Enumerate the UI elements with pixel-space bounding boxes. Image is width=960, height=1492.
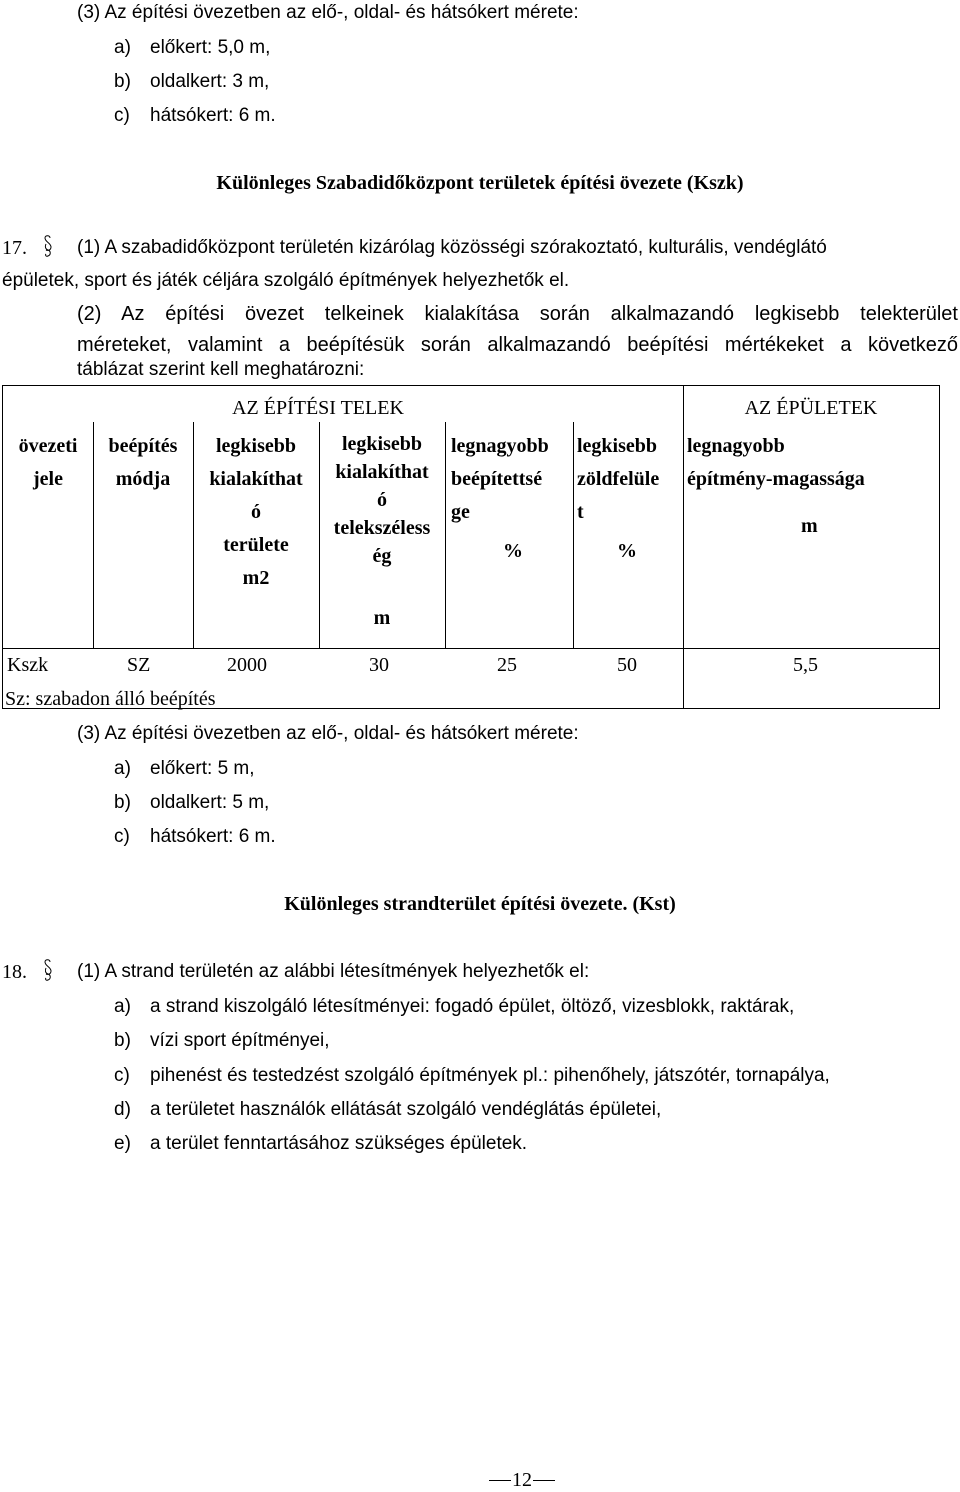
- column-header-ovezeti-jele: övezeti jele: [18, 435, 78, 490]
- list-item-text: a terület fenntartásához szükséges épületek.: [150, 1133, 528, 1154]
- list-item-label: e): [114, 1133, 131, 1154]
- table-cell: 30: [369, 654, 389, 676]
- table-divider: [3, 648, 939, 649]
- list-item-label: d): [114, 1099, 131, 1120]
- list-item-label: b): [114, 1030, 131, 1051]
- list-item-label: a): [114, 758, 131, 779]
- list-item-text: vízi sport építményei,: [150, 1030, 330, 1051]
- list-item: [114, 995, 794, 1019]
- list-item-label: a): [114, 996, 131, 1017]
- list-item-label: a): [114, 37, 131, 58]
- paragraph-2-line: táblázat szerint kell meghatározni:: [77, 359, 365, 380]
- table-cell: 25: [497, 654, 517, 676]
- list-item-text: hátsókert: 6 m.: [150, 105, 276, 126]
- list-item: [114, 1132, 527, 1156]
- list-item: [114, 825, 276, 849]
- section-title: Különleges Szabadidőközpont területek építési övezete (Kszk): [216, 172, 744, 194]
- list-item-text: előkert: 5 m,: [150, 758, 255, 779]
- paragraph-3-heading: (3) Az építési övezetben az elő-, oldal- és hátsókert mérete:: [77, 723, 579, 744]
- table-cell: 5,5: [793, 654, 818, 676]
- table-cell: SZ: [127, 654, 151, 676]
- page-number: 12: [512, 1469, 532, 1491]
- column-header-legkisebb-terulet: legkisebb kialakíthat ó területe m2: [209, 435, 303, 589]
- list-item: [114, 1029, 330, 1053]
- list-item-text: hátsókert: 6 m.: [150, 826, 276, 847]
- column-header-legkisebb-telekszelesseg: legkisebb kialakíthat ó telekszéless ég m: [333, 433, 431, 629]
- paragraph-2-line: (2) Az építési övezet telkeinek kialakítása során alkalmazandó legkisebb telekterület: [77, 303, 958, 325]
- list-item-text: pihenést és testedzést szolgáló építmények pl.: pihenőhely, játszótér, tornapálya,: [150, 1065, 830, 1086]
- paragraph-1-line: épületek, sport és játék céljára szolgáló építmények helyezhetők el.: [2, 270, 570, 291]
- group-header-epuletek: AZ ÉPÜLETEK: [744, 397, 878, 419]
- list-item: [114, 104, 276, 128]
- column-header-legnagyobb-beepitettseg: legnagyobb beépítettsé ge %: [451, 435, 549, 562]
- section-title: Különleges strandterület építési övezete. (Kst): [284, 893, 676, 915]
- list-item-label: b): [114, 792, 131, 813]
- column-header-legkisebb-zoldfelulet: legkisebb zöldfelüle t %: [577, 435, 660, 562]
- table-cell: 50: [617, 654, 637, 676]
- list-item-label: c): [114, 105, 130, 126]
- list-item-text: oldalkert: 5 m,: [150, 792, 270, 813]
- list-item-text: a strand kiszolgáló létesítményei: fogadó épület, öltöző, vizesblokk, raktárak,: [150, 996, 795, 1017]
- list-item: [114, 1064, 830, 1088]
- list-item-text: a területet használók ellátását szolgáló vendéglátás épületei,: [150, 1099, 662, 1120]
- list-item-label: c): [114, 826, 130, 847]
- paragraph-1-line: (1) A szabadidőközpont területén kizárólag közösségi szórakoztató, kulturális, vendéglátó: [77, 237, 827, 258]
- list-item-label: c): [114, 1065, 130, 1086]
- column-header-epitmenymagassag: legnagyobb építmény-magassága m: [687, 435, 865, 537]
- paragraph-number: 17.: [2, 237, 27, 259]
- list-item: [114, 36, 270, 60]
- footer-rule: [533, 1480, 555, 1481]
- table-note: Sz: szabadon álló beépítés: [5, 688, 216, 710]
- section-sign-icon: [44, 958, 52, 984]
- table-cell: 2000: [227, 654, 267, 676]
- table-cell: Kszk: [7, 654, 49, 676]
- building-parameters-table: [2, 385, 940, 709]
- footer-rule: [489, 1480, 511, 1481]
- list-item-label: b): [114, 71, 131, 92]
- column-header-beepites-modja: beépítés módja: [108, 435, 178, 490]
- paragraph-2-line: méreteket, valamint a beépítésük során alkalmazandó beépítési mértékeket a következő: [77, 334, 958, 356]
- list-item-text: előkert: 5,0 m,: [150, 37, 271, 58]
- list-item: [114, 70, 269, 94]
- paragraph-1: (1) A strand területén az alábbi létesítmények helyezhetők el:: [77, 961, 590, 982]
- list-item: [114, 1098, 661, 1122]
- paragraph-number: 18.: [2, 961, 27, 983]
- list-item: [114, 791, 269, 815]
- section-sign-icon: [44, 234, 52, 260]
- list-item-text: oldalkert: 3 m,: [150, 71, 270, 92]
- paragraph-3-heading: (3) Az építési övezetben az elő-, oldal- és hátsókert mérete:: [77, 2, 579, 23]
- list-item: [114, 757, 255, 781]
- group-header-telek: AZ ÉPÍTÉSI TELEK: [232, 397, 404, 419]
